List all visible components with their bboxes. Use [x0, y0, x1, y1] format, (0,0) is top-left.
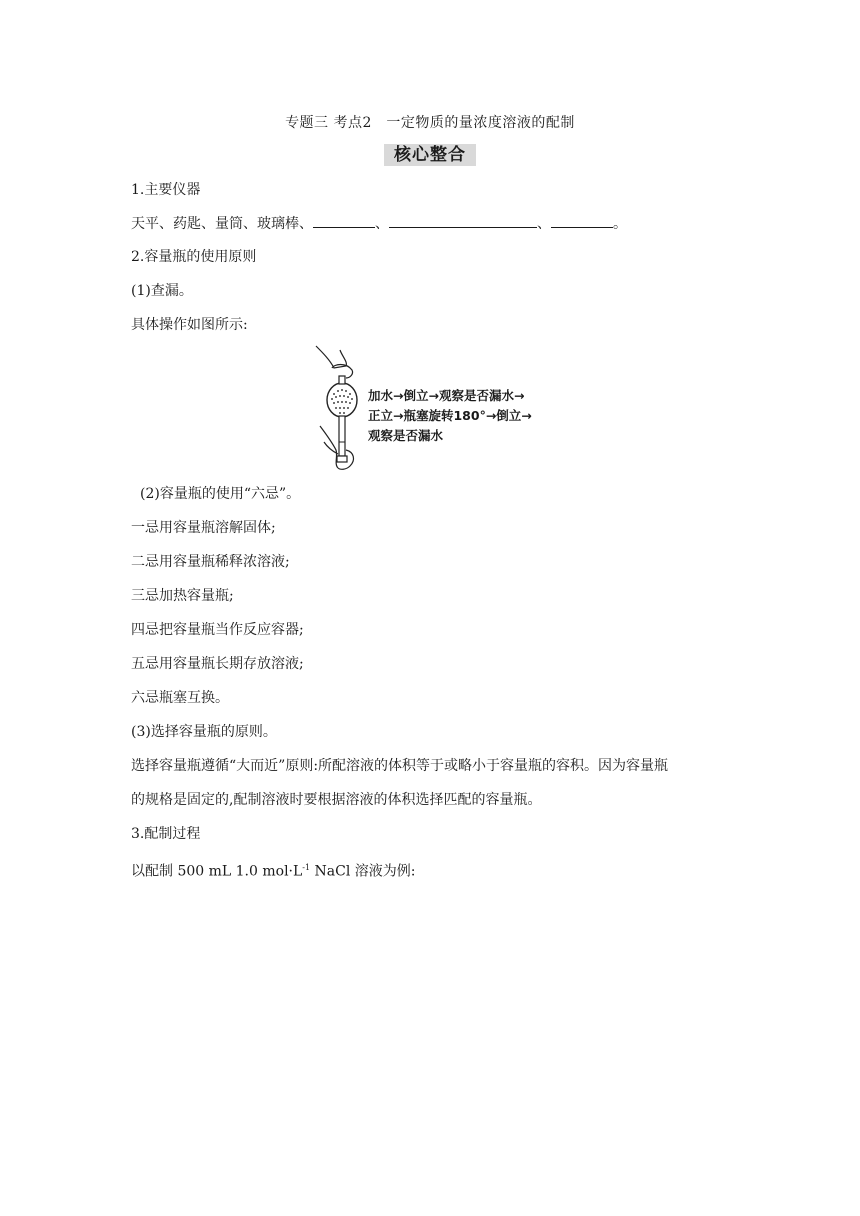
taboo-item: 四忌把容量瓶当作反应容器; [131, 622, 304, 638]
example-superscript: -1 [302, 863, 311, 872]
taboo-item: 三忌加热容量瓶; [131, 588, 234, 604]
page-header: 专题三 考点2 一定物质的量浓度溶液的配制 [285, 115, 575, 131]
s2-p3: (3)选择容量瓶的原则。 [131, 724, 277, 740]
s3-heading: 3.配制过程 [131, 826, 201, 842]
flow-line-1: 加水→倒立→观察是否漏水→ [368, 388, 525, 403]
separator-1: 、 [375, 216, 389, 232]
separator-2: 、 [537, 216, 551, 232]
example-post: NaCl 溶液为例: [310, 863, 416, 880]
s2-p1: (1)查漏。 [131, 283, 193, 299]
instruments-text: 天平、药匙、量筒、玻璃棒、 [131, 216, 313, 232]
section-title: 核心整合 [384, 144, 476, 166]
s3-example [131, 858, 416, 882]
s2-p3-text-2: 的规格是固定的,配制溶液时要根据溶液的体积选择匹配的容量瓶。 [131, 792, 542, 808]
s2-p2: (2)容量瓶的使用“六忌”。 [140, 486, 301, 502]
volumetric-flask-icon [312, 342, 368, 474]
flow-line-3: 观察是否漏水 [368, 428, 444, 443]
taboo-item: 二忌用容量瓶稀释浓溶液; [131, 554, 290, 570]
blank-2 [389, 213, 537, 228]
s1-instruments-line [131, 213, 627, 234]
blank-1 [313, 213, 375, 228]
s1-heading: 1.主要仪器 [131, 182, 201, 198]
taboo-item: 六忌瓶塞互换。 [131, 690, 229, 706]
taboo-item: 一忌用容量瓶溶解固体; [131, 520, 276, 536]
example-pre: 以配制 500 mL 1.0 mol·L [131, 863, 303, 880]
blank-3 [551, 213, 613, 228]
taboo-item: 五忌用容量瓶长期存放溶液; [131, 656, 304, 672]
leak-check-figure [312, 342, 552, 474]
end-mark: 。 [613, 216, 627, 232]
flow-line-2: 正立→瓶塞旋转180°→倒立→ [368, 408, 532, 423]
s2-p1-desc: 具体操作如图所示: [131, 317, 248, 333]
s2-p3-text-1: 选择容量瓶遵循“大而近”原则:所配溶液的体积等于或略小于容量瓶的容积。因为容量瓶 [131, 758, 669, 774]
s2-heading: 2.容量瓶的使用原则 [131, 249, 257, 265]
